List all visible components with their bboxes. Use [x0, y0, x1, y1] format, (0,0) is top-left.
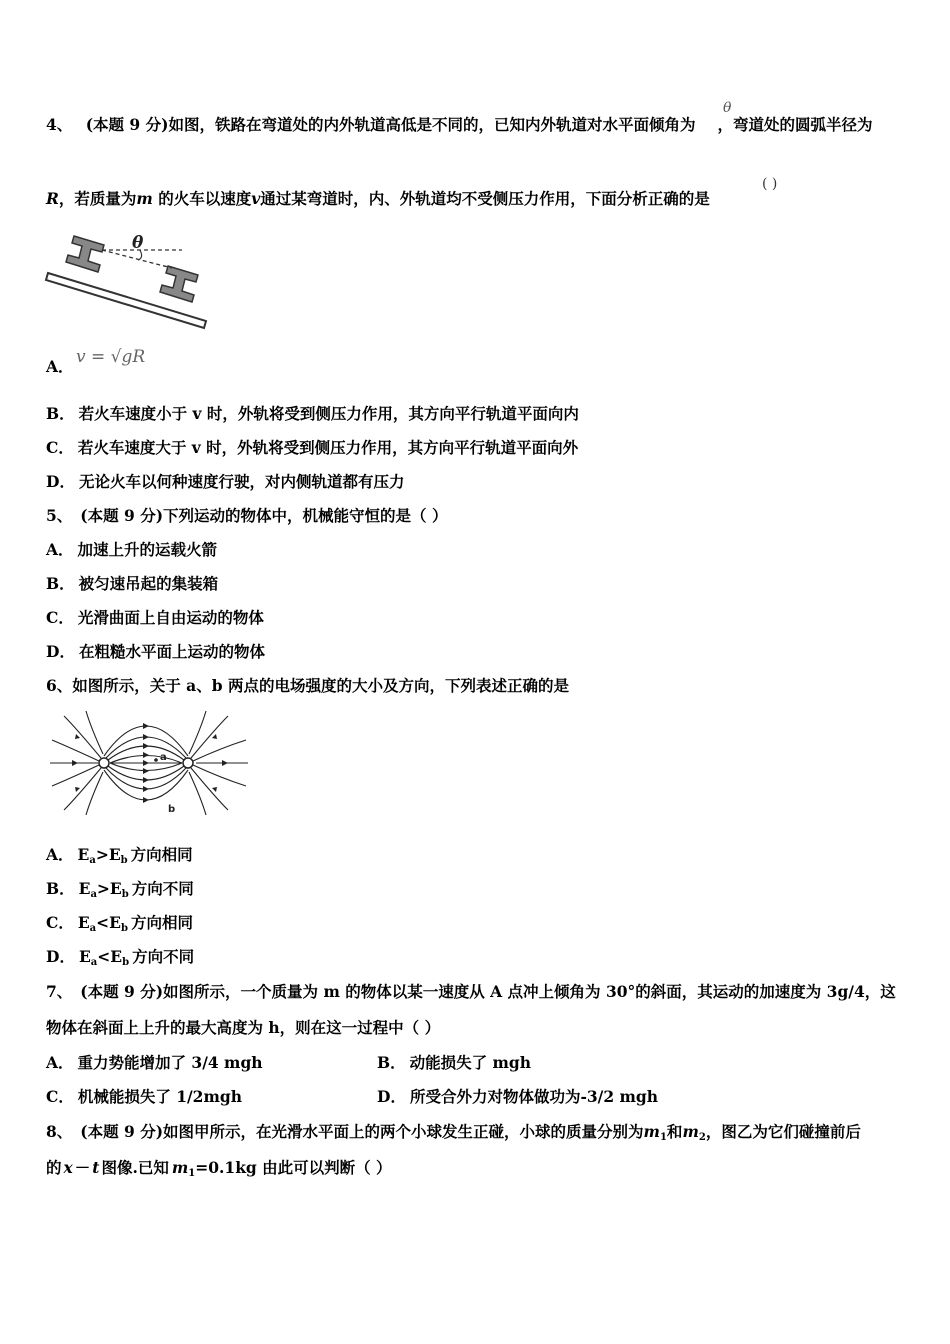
q8-and: 和: [666, 1122, 683, 1141]
q8-text-1a: (本题 9 分)如图甲所示，在光滑水平面上的两个小球发生正碰，小球的质量分别为: [80, 1122, 644, 1141]
option-text: 机械能损失了 1/2mgh: [77, 1087, 242, 1106]
q7-row1: [46, 1053, 263, 1073]
q8-number: 8、: [46, 1122, 73, 1141]
option-label: C．: [46, 608, 74, 627]
q4-option-a: [46, 357, 74, 377]
sub-1: 1: [659, 1132, 667, 1143]
option-label: D．: [46, 947, 75, 966]
q5-option-c: [46, 608, 264, 628]
var-m2: m: [682, 1122, 699, 1141]
point-a-dot: [154, 758, 158, 762]
electric-field-figure: [46, 708, 252, 818]
option-text: 光滑曲面上自由运动的物体: [77, 608, 264, 627]
option-E: E: [78, 879, 91, 898]
q5-option-d: [46, 642, 265, 662]
var-x: x: [63, 1158, 73, 1177]
option-text: 方向相同: [130, 845, 193, 864]
q8-dash: －: [74, 1158, 91, 1177]
q7-line1: [46, 982, 896, 1002]
rail-figure: [44, 228, 209, 332]
option-label: A．: [46, 845, 74, 864]
option-E: E: [110, 947, 123, 966]
option-text: 在粗糙水平面上运动的物体: [78, 642, 265, 661]
q7-line2: [46, 1018, 440, 1038]
q4-number: 4、: [46, 115, 73, 134]
option-sub: b: [122, 957, 130, 968]
option-E: E: [77, 913, 90, 932]
q7-option-b: [377, 1053, 531, 1073]
sub-2: 2: [698, 1132, 706, 1143]
option-sub: b: [120, 855, 128, 866]
var-t: t: [92, 1158, 100, 1177]
option-label: D．: [377, 1087, 406, 1106]
charge-right: [183, 758, 193, 768]
option-label: D．: [46, 642, 75, 661]
q4-text-1-tail: ，弯道处的圆弧半径为: [717, 115, 873, 134]
point-a-label: a: [160, 752, 167, 763]
q4-text-2a: ，若质量为: [58, 189, 137, 208]
option-text: 无论火车以何种速度行驶，对内侧轨道都有压力: [78, 472, 405, 491]
q8-line1: [46, 1122, 861, 1142]
theta-symbol: θ: [723, 100, 732, 116]
inner-rail: [66, 236, 104, 272]
option-text: 被匀速吊起的集装箱: [78, 574, 219, 593]
sub-1b: 1: [188, 1168, 196, 1179]
q4-text-1: (本题 9 分)如图，铁路在弯道处的内外轨道高低是不同的，已知内外轨道对水平面倾角为: [85, 115, 696, 134]
var-R: R: [46, 189, 59, 208]
q7-text-2: 物体在斜面上上升的最大高度为 h，则在这一过程中（ ）: [46, 1018, 441, 1037]
q4-option-c: [46, 438, 578, 458]
q7-number: 7、: [46, 982, 73, 1001]
option-E: E: [77, 845, 90, 864]
q6-option-c: [46, 913, 193, 933]
option-label: A．: [46, 540, 74, 559]
option-sub: b: [121, 889, 129, 900]
q8-line2: [46, 1158, 392, 1178]
option-E: E: [78, 947, 91, 966]
q4-text-2b: 的火车以速度: [152, 189, 252, 208]
q4-line1: [46, 115, 872, 135]
option-text: 加速上升的运载火箭: [77, 540, 218, 559]
option-text: 若火车速度小于 v 时，外轨将受到侧压力作用，其方向平行轨道平面向内: [78, 404, 579, 423]
q5-stem: [46, 506, 447, 526]
point-b-label: b: [168, 804, 176, 815]
option-label: D．: [46, 472, 75, 491]
option-label: C．: [46, 1087, 74, 1106]
q8-text-2b: 图像.已知: [101, 1158, 169, 1177]
q4-line2: [46, 189, 710, 209]
q6-option-b: [46, 879, 194, 899]
q8-text-1b: ，图乙为它们碰撞前后: [705, 1122, 861, 1141]
option-label: C．: [46, 913, 74, 932]
option-cmp: >: [96, 879, 110, 898]
option-label: C．: [46, 438, 74, 457]
q6-text: 6、如图所示，关于 a、b 两点的电场强度的大小及方向，下列表述正确的是: [46, 676, 569, 695]
q8-text-2a: 的: [46, 1158, 62, 1177]
q6-option-d: [46, 947, 194, 967]
q7-option-c: [46, 1087, 242, 1107]
option-E: E: [109, 879, 122, 898]
option-sub: a: [89, 855, 96, 866]
option-sub: a: [89, 923, 97, 934]
option-text: 所受合外力对物体做功为-3/2 mgh: [409, 1087, 659, 1106]
option-label: B．: [46, 574, 75, 593]
charge-left: [99, 758, 109, 768]
var-m: m: [136, 189, 153, 208]
q5-text: (本题 9 分)下列运动的物体中，机械能守恒的是（ ）: [80, 506, 448, 525]
option-cmp: <: [97, 947, 111, 966]
q4-option-b: [46, 404, 579, 424]
option-label: B．: [377, 1053, 406, 1072]
option-label: B．: [46, 879, 75, 898]
var-m1: m: [643, 1122, 660, 1141]
q5-option-b: [46, 574, 218, 594]
option-E: E: [108, 845, 121, 864]
q5-number: 5、: [46, 506, 73, 525]
option-label: A．: [46, 357, 74, 376]
option-sub: a: [90, 889, 97, 900]
q6-option-a: [46, 845, 193, 865]
formula-v-sqrt-gR: v = √gR: [76, 347, 146, 367]
option-text: 方向不同: [132, 947, 195, 966]
option-text: 方向不同: [131, 879, 194, 898]
var-v: v: [251, 189, 261, 208]
option-label: B．: [46, 404, 75, 423]
option-text: 动能损失了 mgh: [409, 1053, 532, 1072]
option-sub: b: [120, 923, 128, 934]
figure-theta-label: θ: [132, 233, 144, 253]
option-text: 方向相同: [130, 913, 193, 932]
q8-text-2c: =0.1kg 由此可以判断（ ）: [195, 1158, 392, 1177]
outer-rail: [160, 266, 198, 302]
option-text: 重力势能增加了 3/4 mgh: [77, 1053, 263, 1072]
q7-option-d: [377, 1087, 658, 1107]
var-m1b: m: [171, 1158, 189, 1177]
option-sub: a: [90, 957, 98, 968]
option-cmp: <: [96, 913, 110, 932]
option-label: A．: [46, 1053, 74, 1072]
q7-text-1: (本题 9 分)如图所示，一个质量为 m 的物体以某一速度从 A 点冲上倾角为 30°的斜面，其运动的加速度为 3g/4，这: [80, 982, 896, 1001]
q5-option-a: [46, 540, 217, 560]
option-text: 若火车速度大于 v 时，外轨将受到侧压力作用，其方向平行轨道平面向外: [77, 438, 579, 457]
option-cmp: >: [95, 845, 109, 864]
option-E: E: [109, 913, 121, 932]
answer-paren: ( ): [762, 176, 778, 192]
q4-text-2c: 通过某弯道时，内、外轨道均不受侧压力作用，下面分析正确的是: [260, 189, 710, 208]
q4-option-d: [46, 472, 404, 492]
q6-stem: [46, 676, 569, 696]
